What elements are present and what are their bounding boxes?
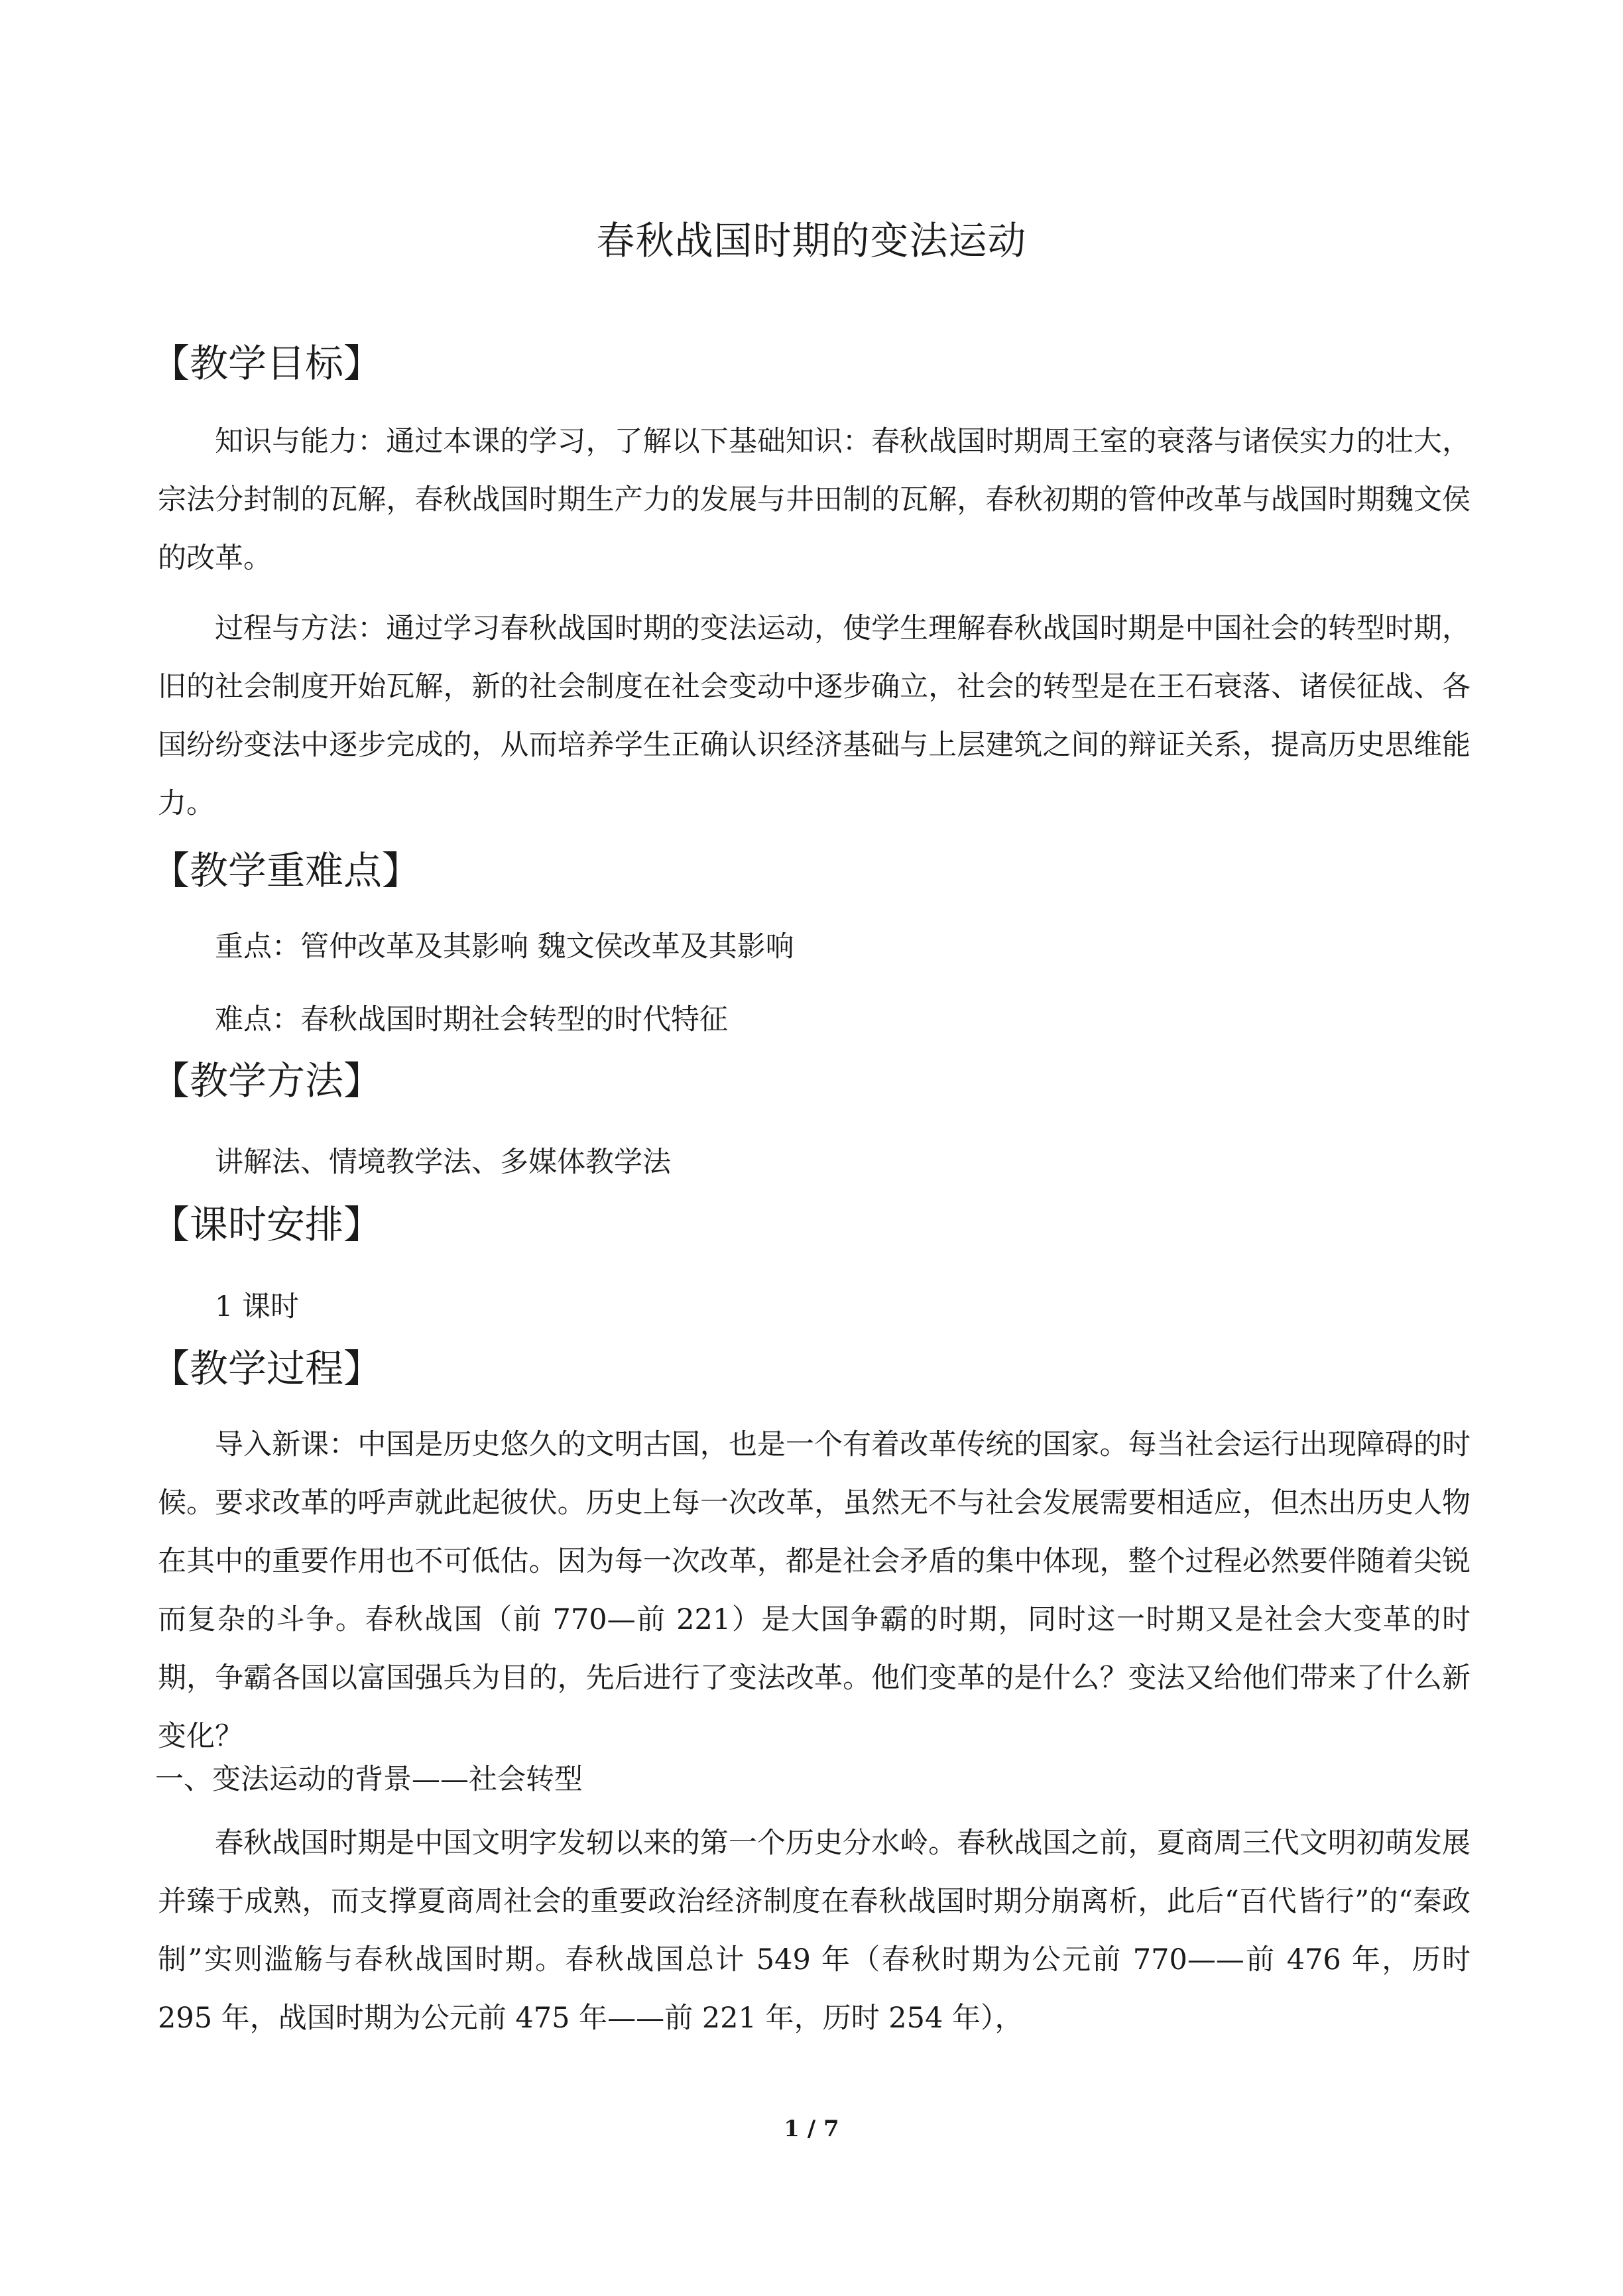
subsection-title: 一、变法运动的背景——社会转型 bbox=[155, 1763, 583, 1796]
heading-process: 【教学过程】 bbox=[151, 1346, 383, 1391]
document-title: 春秋战国时期的变法运动 bbox=[596, 218, 1027, 263]
heading-objectives: 【教学目标】 bbox=[151, 341, 383, 386]
heading-schedule: 【课时安排】 bbox=[151, 1202, 383, 1247]
key-point-focus: 重点：管仲改革及其影响 魏文侯改革及其影响 bbox=[215, 930, 794, 963]
objective-knowledge-paragraph: 知识与能力：通过本课的学习，了解以下基础知识：春秋战国时期周王室的衰落与诸侯实力的壮大，宗法分封制的瓦解，春秋战国时期生产力的发展与井田制的瓦解，春秋初期的管仲改革与战国时期魏文侯的改革。 bbox=[158, 425, 1471, 575]
heading-key-points: 【教学重难点】 bbox=[151, 848, 421, 893]
objective-process-paragraph: 过程与方法：通过学习春秋战国时期的变法运动，使学生理解春秋战国时期是中国社会的转型时期，旧的社会制度开始瓦解，新的社会制度在社会变动中逐步确立，社会的转型是在王石衰落、诸侯征战、各国纷纷变法中逐步完成的，从而培养学生正确认识经济基础与上层建筑之间的辩证关系，提高历史思维能力。 bbox=[158, 612, 1471, 820]
methods-text: 讲解法、情境教学法、多媒体教学法 bbox=[215, 1146, 671, 1179]
background-paragraph: 春秋战国时期是中国文明字发轫以来的第一个历史分水岭。春秋战国之前，夏商周三代文明初萌发展并臻于成熟，而支撑夏商周社会的重要政治经济制度在春秋战国时期分崩离析，此后“百代皆行”的“秦政制”实则滥觞与春秋战国时期。春秋战国总计 549 年（春秋时期为公元前 770——前 476 年，历时 295 年，战国时期为公元前 475 年——前 221 年，历时 254 年）， bbox=[158, 1827, 1471, 2035]
page-number: 1 / 7 bbox=[784, 2116, 839, 2142]
heading-methods: 【教学方法】 bbox=[151, 1058, 383, 1103]
schedule-text: 1 课时 bbox=[215, 1290, 300, 1323]
key-point-difficulty: 难点：春秋战国时期社会转型的时代特征 bbox=[215, 1003, 728, 1036]
intro-paragraph: 导入新课：中国是历史悠久的文明古国，也是一个有着改革传统的国家。每当社会运行出现障碍的时候。要求改革的呼声就此起彼伏。历史上每一次改革，虽然无不与社会发展需要相适应，但杰出历史人物在其中的重要作用也不可低估。因为每一次改革，都是社会矛盾的集中体现，整个过程必然要伴随着尖锐而复杂的斗争。春秋战国（前 770—前 221）是大国争霸的时期，同时这一时期又是社会大变革的时期，争霸各国以富国强兵为目的，先后进行了变法改革。他们变革的是什么？变法又给他们带来了什么新变化？ bbox=[158, 1428, 1471, 1753]
